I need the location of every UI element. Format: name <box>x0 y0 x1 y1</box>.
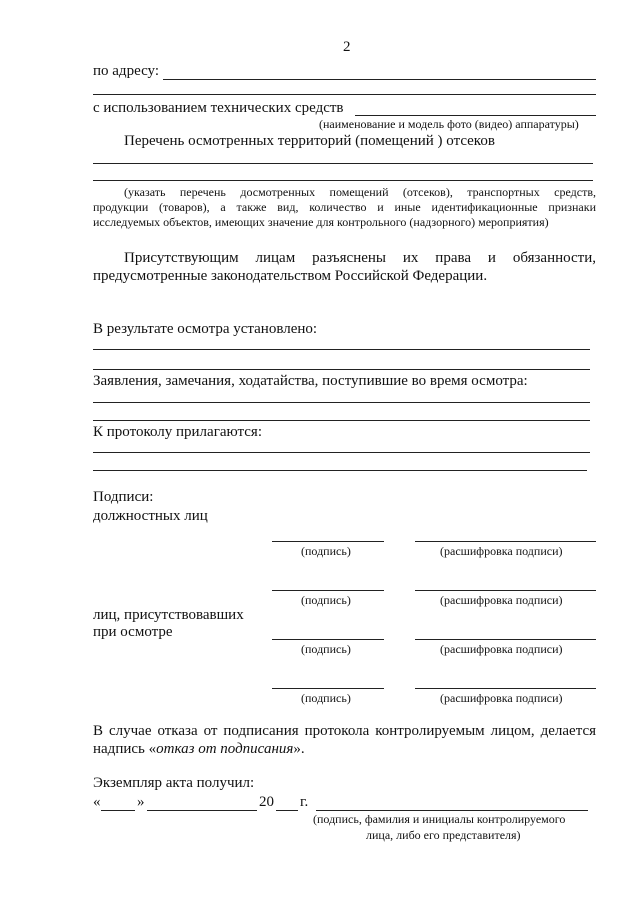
decoding-line-2[interactable] <box>415 590 596 591</box>
signature-caption-3: (подпись) <box>301 642 351 656</box>
date-close-quote: » <box>137 794 145 810</box>
receiver-caption-line2: лица, либо его представителя) <box>366 828 521 842</box>
receiver-signature-line[interactable] <box>316 810 588 811</box>
address-line[interactable] <box>163 79 596 80</box>
signature-line-1[interactable] <box>272 541 384 542</box>
statements-label: Заявления, замечания, ходатайства, поступившие во время осмотра: <box>93 373 528 389</box>
decoding-caption-2: (расшифровка подписи) <box>440 593 563 607</box>
present-label-line2: при осмотре <box>93 624 173 640</box>
statements-line-1[interactable] <box>93 402 590 403</box>
date-month-line[interactable] <box>147 810 257 811</box>
attachments-line-2[interactable] <box>93 470 587 471</box>
territories-label: Перечень осмотренных территорий (помещений ) отсеков <box>124 133 495 149</box>
date-day-line[interactable] <box>101 810 135 811</box>
tech-means-line[interactable] <box>355 115 596 116</box>
date-century: 20 <box>259 794 274 810</box>
copy-received-label: Экземпляр акта получил: <box>93 775 255 791</box>
decoding-line-1[interactable] <box>415 541 596 542</box>
decoding-caption-3: (расшифровка подписи) <box>440 642 563 656</box>
result-line-2[interactable] <box>93 369 590 370</box>
signature-caption-1: (подпись) <box>301 544 351 558</box>
address-line-2[interactable] <box>93 94 596 95</box>
territories-line-2[interactable] <box>93 180 593 181</box>
result-label: В результате осмотра установлено: <box>93 321 318 337</box>
territories-caption-line2: продукции (товаров), а также вид, количество и иные идентификационные признаки <box>93 200 596 214</box>
tech-means-caption: (наименование и модель фото (видео) аппаратуры) <box>319 117 579 131</box>
result-line-1[interactable] <box>93 349 590 350</box>
territories-line-1[interactable] <box>93 163 593 164</box>
address-label: по адресу: <box>93 63 160 79</box>
signature-line-2[interactable] <box>272 590 384 591</box>
refusal-italic: отказ от подписания <box>156 741 294 757</box>
page-number: 2 <box>343 39 351 55</box>
signature-line-4[interactable] <box>272 688 384 689</box>
date-year-line[interactable] <box>276 810 298 811</box>
attachments-line-1[interactable] <box>93 452 590 453</box>
refusal-text-line1: В случае отказа от подписания протокола контролируемым лицом, делается <box>93 723 596 739</box>
refusal-suffix: ». <box>293 741 305 757</box>
signature-line-3[interactable] <box>272 639 384 640</box>
refusal-text-line2 <box>93 742 305 757</box>
officials-label: должностных лиц <box>93 508 208 524</box>
decoding-caption-4: (расшифровка подписи) <box>440 691 563 705</box>
signature-caption-2: (подпись) <box>301 593 351 607</box>
tech-means-label: с использованием технических средств <box>93 100 344 116</box>
signatures-label: Подписи: <box>93 489 154 505</box>
attachments-label: К протоколу прилагаются: <box>93 424 262 440</box>
territories-caption-line3: исследуемых объектов, имеющих значение для контрольного (надзорного) мероприятия) <box>93 215 549 229</box>
decoding-line-3[interactable] <box>415 639 596 640</box>
territories-caption-line1: (указать перечень досмотренных помещений (отсеков), транспортных средств, <box>124 185 596 199</box>
rights-text-line2: предусмотренные законодательством Российской Федерации. <box>93 268 488 284</box>
statements-line-2[interactable] <box>93 420 590 421</box>
date-year-suffix: г. <box>300 794 309 810</box>
present-label-line1: лиц, присутствовавших <box>93 607 244 623</box>
decoding-caption-1: (расшифровка подписи) <box>440 544 563 558</box>
date-open-quote: « <box>93 794 101 810</box>
signature-caption-4: (подпись) <box>301 691 351 705</box>
receiver-caption-line1: (подпись, фамилия и инициалы контролируемого <box>313 812 566 826</box>
refusal-prefix: надпись « <box>93 741 157 757</box>
decoding-line-4[interactable] <box>415 688 596 689</box>
rights-text-line1: Присутствующим лицам разъяснены их права и обязанности, <box>124 250 596 266</box>
